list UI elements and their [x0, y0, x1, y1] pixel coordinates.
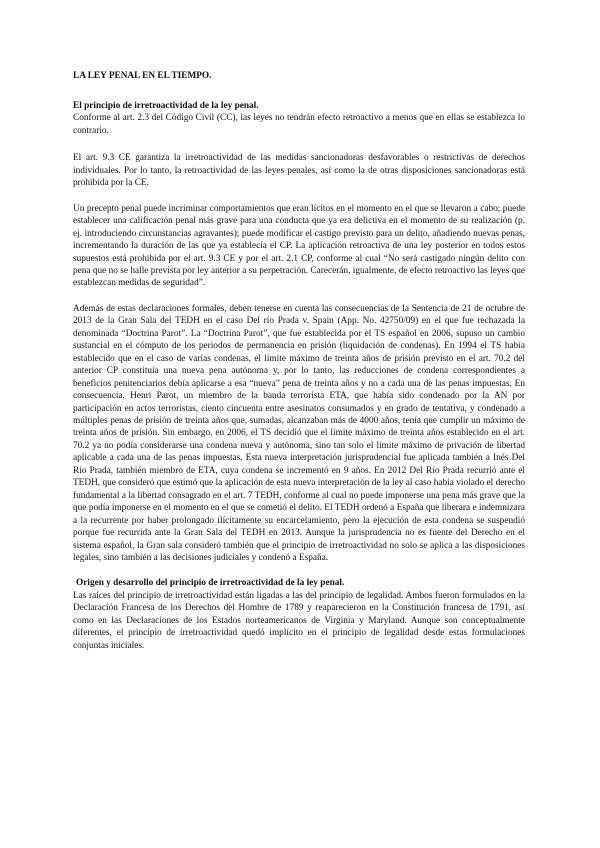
document-title: LA LEY PENAL EN EL TIEMPO.	[73, 71, 212, 81]
paragraph: Conforme al art. 2.3 del Código Civil (CC), las leyes no tendrán efecto retroactivo a menos que en ellas se establezca lo contrario.	[73, 113, 525, 136]
section-heading-irretroactividad: El principio de irretroactividad de la ley penal.	[73, 101, 259, 111]
section-heading-origen: Origen y desarrollo del principio de irretroactividad de la ley penal.	[76, 578, 345, 589]
document-page	[73, 70, 525, 652]
paragraph: Además de estas declaraciones formales, deben tenerse en cuenta las consecuencias de la Sentencia de 21 de octubre de 2013 de la Gran Sala del TEDH en el caso Del río Prada v. Spain (App. No. 42750/09) en el que fue rechazada la denominada “Doctrina Parot”. La “Doctrina Parot”, que fue establecida por el TS español en 2006, supuso un cambio sustancial en el cómputo de los periodos de permanencia en prisión (liquidación de condenas). En 1994 el TS había establecido que en el caso de varias condenas, el límite máximo de treinta años de prisión previsto en el art. 70.2 del anterior CP constituía una nueva pena autónoma y, por lo tanto, las reducciones de condena correspondientes a beneficios penitenciarios debía aplicarse a esa “nueva” pena de treinta años y no a cada una de las penas impuestas. En consecuencia, Henri Parot, un miembro de la banda terrorista ETA, que había sido condenado por la AN por participación en actos terroristas, ciento cincuenta entre asesinatos consumados y en grado de tentativa, y condenado a múltiples penas de prisión de treinta años que, sumadas, alcanzaban más de 4000 años, tenía que cumplir un máximo de treinta años de prisión. Sin embargo, en 2006, el TS decidió que el límite máximo de treinta años establecido en el art. 70.2 ya no podía considerarse una condena nueva y autónoma, sino tan solo el límite máximo de privación de libertad aplicable a cada una de las penas impuestas. Esta nueva interpretación jurisprudencial fue aplicada también a Inés Del Río Prada, también miembro de ETA, cuya condena se incrementó en 9 años. En 2012 Del Río Prada recurrió ante el TEDH, que consideró que estimó que la aplicación de esta nueva interpretación de la ley al caso había violado el derecho fundamental a la libertad consagrado en el art. 7 TEDH, conforme al cual no puede imponerse una pena más grave que la que podía imponerse en el momento en el que se cometió el delito. El TEDH ordenó a España que liberara e indemnizara a la recurrente por haber prolongado ilícitamente su encarcelamiento, pero la ejecución de esta condena se suspendió porque fue recurrida ante la Gran Sala del TEDH en 2013. Aunque la jurisprudencia no es fuente del Derecho en el sistema español, la Gran sala consideró también que el principio de irretroactividad no solo se aplica a las disposiciones legales, sino también a las decisiones judiciales y condenó a España.	[73, 303, 525, 563]
paragraph: Un precepto penal puede incriminar comportamientos que eran lícitos en el momento en el que se llevaron a cabo; puede establecer una calificación penal más grave para una conducta que ya era delictiva en el momento de su realización (p. ej. introduciendo circunstancias agravantes); puede modificar el castigo previsto para un delito, añadiendo nuevas penas, incrementando la duración de las que ya establecía el CP. La aplicación retroactiva de una ley posterior en todos estos supuestos está prohibida por el art. 9.3 CE y por el art. 2.1 CP, conforme al cual “No será castigado ningún delito con pena que no se halle prevista por ley anterior a su perpetración. Carecerán, igualmente, de efecto retroactivo las leyes que establezcan medidas de seguridad”.	[73, 203, 525, 289]
paragraph: El art. 9.3 CE garantiza la irretroactividad de las medidas sancionadoras desfavorables o restrictivas de derechos individuales. Por lo tanto, la retroactividad de las leyes penales, así como la de otras disposiciones sancionadoras está prohibida por la CE.	[73, 153, 525, 189]
paragraph: Las raíces del principio de irretroactividad están ligadas a las del principio de legalidad. Ambos fueron formulados en la Declaración Francesa de los Derechos del Hombre de 1789 y reaparecieron en la Constitución francesa de 1791, así como en las Declaraciones de los Estados norteamericanos de Virginia y Maryland. Aunque son conceptualmente diferentes, el principio de irretroactividad quedó implícito en el principio de legalidad desde estas formulaciones conjuntas iniciales.	[73, 590, 525, 651]
